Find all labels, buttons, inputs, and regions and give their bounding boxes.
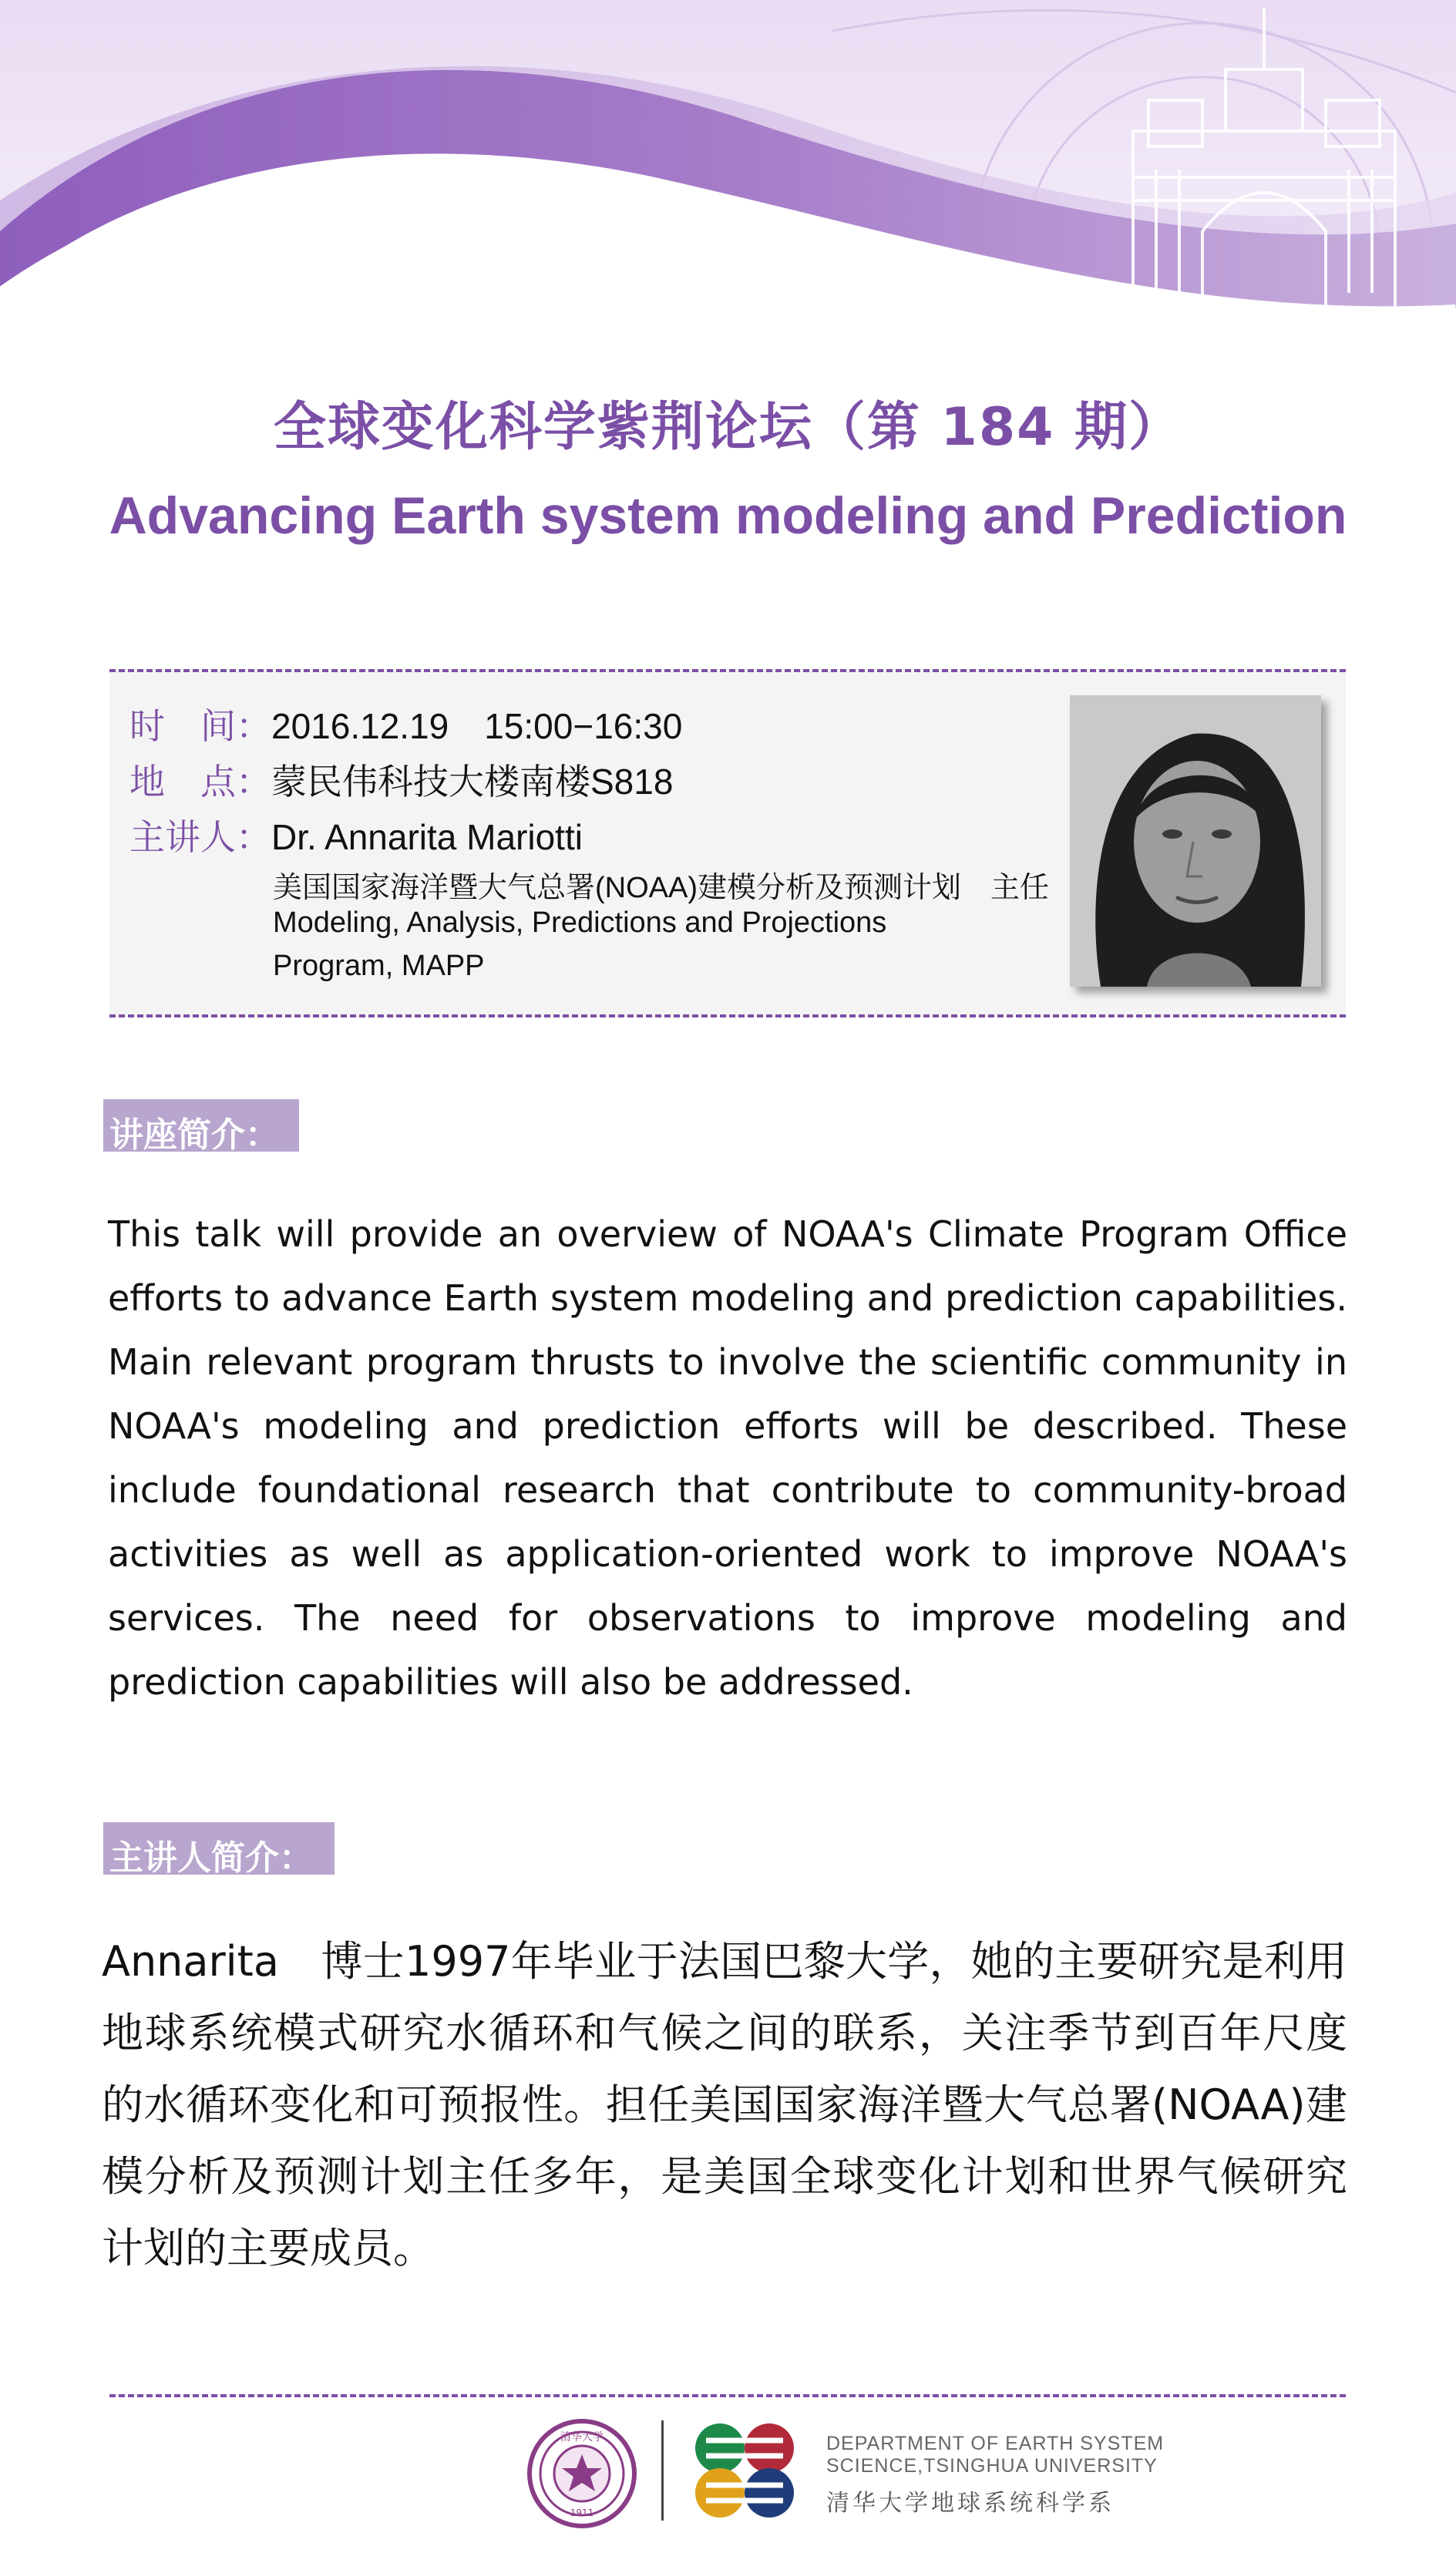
bio-section-header: 主讲人简介： <box>103 1822 335 1875</box>
abstract-text: This talk will provide an overview of NOAA's Climate Program Office efforts to advance Earth system modeling and prediction capabilities. Main relevant program thrusts to involve the scientific community in NOAA's modeling and prediction efforts will be described. These include foundational research that contribute to community-broad activities as well as application-oriented work to improve NOAA's services. The need for observations to improve modeling and prediction capabilities will also be addressed. <box>108 1213 1347 1703</box>
department-name-cn: 清华大学地球系统科学系 <box>826 2490 1115 2517</box>
footer-vertical-divider <box>661 2420 664 2521</box>
speaker-affiliation-en-1: Modeling, Analysis, Predictions and Projections <box>273 906 887 939</box>
bio-text: Annarita 博士1997年毕业于法国巴黎大学，她的主要研究是利用地球系统模式研究水循环和气候之间的联系，关注季节到百年尺度的水循环变化和可预报性。担任美国国家海洋暨大气总署(NOAA)建模分析及预测计划主任多年，是美国全球变化计划和世界气候研究计划的主要成员。 <box>102 1937 1347 2272</box>
speaker-label: 主讲人： <box>129 816 271 858</box>
title-english: Advancing Earth system modeling and Prediction <box>109 486 1347 545</box>
abstract-section-header: 讲座简介： <box>103 1099 299 1152</box>
speaker-row <box>129 809 583 860</box>
department-logo <box>691 2420 799 2521</box>
speaker-photo <box>1070 695 1321 987</box>
speaker-affiliation-en-2: Program, MAPP <box>273 950 485 982</box>
time-value: 2016.12.19 15:00−16:30 <box>271 706 683 746</box>
speaker-affiliation-cn: 美国国家海洋暨大气总署(NOAA)建模分析及预测计划 主任 <box>273 872 1050 904</box>
department-name-en-line1: DEPARTMENT OF EARTH SYSTEM <box>826 2433 1165 2454</box>
header-banner <box>0 0 1456 324</box>
time-label: 时 间： <box>129 705 271 747</box>
speaker-name: Dr. Annarita Mariotti <box>271 817 583 857</box>
seal-year-text: 1911 <box>570 2508 594 2518</box>
footer-divider-line <box>109 2394 1346 2397</box>
place-value: 蒙民伟科技大楼南楼S818 <box>271 762 674 802</box>
tsinghua-seal-logo <box>526 2417 638 2530</box>
place-label: 地 点： <box>129 761 271 802</box>
department-name-en-line2: SCIENCE,TSINGHUA UNIVERSITY <box>826 2455 1158 2477</box>
time-row <box>129 698 682 749</box>
seal-name-text: 清华大学 <box>560 2431 604 2444</box>
place-row <box>129 754 673 805</box>
title-chinese: 全球变化科学紫荆论坛（第 184 期） <box>273 397 1183 458</box>
